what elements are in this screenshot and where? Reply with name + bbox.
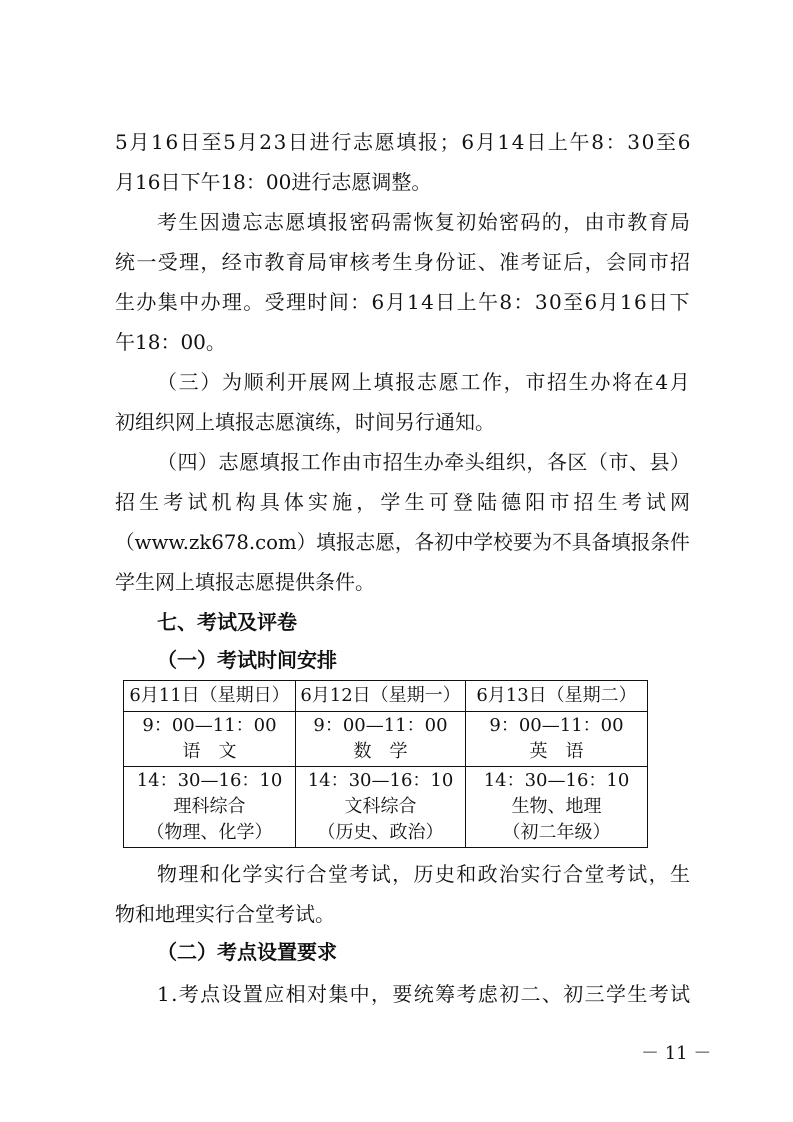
table-row-morning: [124, 712, 648, 767]
body-line: 月16日下午18：00进行志愿调整。: [115, 170, 432, 194]
exam-time: 14：30—16：10: [483, 770, 630, 791]
table-cell: [124, 712, 296, 767]
body-line: 午18：00。: [115, 330, 226, 354]
exam-note: （初二年级）: [502, 822, 611, 843]
table-header-row: [124, 681, 648, 712]
table-cell: [466, 767, 648, 848]
exam-subject: 数 学: [353, 741, 408, 762]
exam-note: （物理、化学）: [146, 822, 273, 843]
exam-note: （历史、政治）: [317, 822, 444, 843]
table-header-cell: 6月13日（星期二）: [466, 681, 648, 712]
body-line: 5月16日至5月23日进行志愿填报；6月14日上午8：30至6: [115, 130, 693, 154]
body-line: 初组织网上填报志愿演练，时间另行通知。: [115, 410, 495, 434]
exam-time: 14：30—16：10: [136, 770, 283, 791]
subsection-heading: （一）考试时间安排: [157, 648, 337, 672]
body-line: （四）志愿填报工作由市招生办牵头组织，各区（市、县）: [157, 450, 691, 474]
body-line: 招生考试机构具体实施，学生可登陆德阳市招生考试网: [115, 490, 695, 514]
body-line: 1.考点设置应相对集中，要统筹考虑初二、初三学生考试: [157, 982, 692, 1006]
table-row-afternoon: [124, 767, 648, 848]
exam-time: 9：00—11：00: [489, 715, 624, 736]
subsection-heading: （二）考点设置要求: [157, 940, 337, 964]
exam-subject: 语 文: [182, 741, 237, 762]
exam-subject: 文科综合: [344, 796, 417, 817]
table-cell: [466, 712, 648, 767]
body-line: 生办集中办理。受理时间：6月14日上午8：30至6月16日下: [115, 290, 691, 314]
table-header-cell: 6月12日（星期一）: [296, 681, 466, 712]
table-cell: [296, 712, 466, 767]
body-line: （www.zk678.com）填报志愿，各初中学校要为不具备填报条件: [115, 530, 690, 554]
exam-time: 14：30—16：10: [307, 770, 454, 791]
exam-subject: 生物、地理: [511, 796, 602, 817]
table-cell: [124, 767, 296, 848]
body-line: 物和地理实行合堂考试。: [115, 902, 335, 926]
body-line: 物理和化学实行合堂考试，历史和政治实行合堂考试，生: [157, 862, 692, 886]
exam-subject: 英 语: [529, 741, 584, 762]
body-line: （三）为顺利开展网上填报志愿工作，市招生办将在4月: [157, 370, 692, 394]
section-heading: 七、考试及评卷: [157, 610, 297, 634]
exam-schedule-table: [123, 680, 648, 848]
table-cell: [296, 767, 466, 848]
body-line: 学生网上填报志愿提供条件。: [115, 570, 375, 594]
body-line: 考生因遗忘志愿填报密码需恢复初始密码的，由市教育局: [157, 210, 692, 234]
page-number: － 11 －: [641, 1043, 712, 1064]
exam-subject: 理科综合: [173, 796, 246, 817]
body-line: 统一受理，经市教育局审核考生身份证、准考证后，会同市招: [115, 250, 692, 274]
exam-time: 9：00—11：00: [142, 715, 277, 736]
table-header-cell: 6月11日（星期日）: [124, 681, 296, 712]
exam-time: 9：00—11：00: [313, 715, 448, 736]
